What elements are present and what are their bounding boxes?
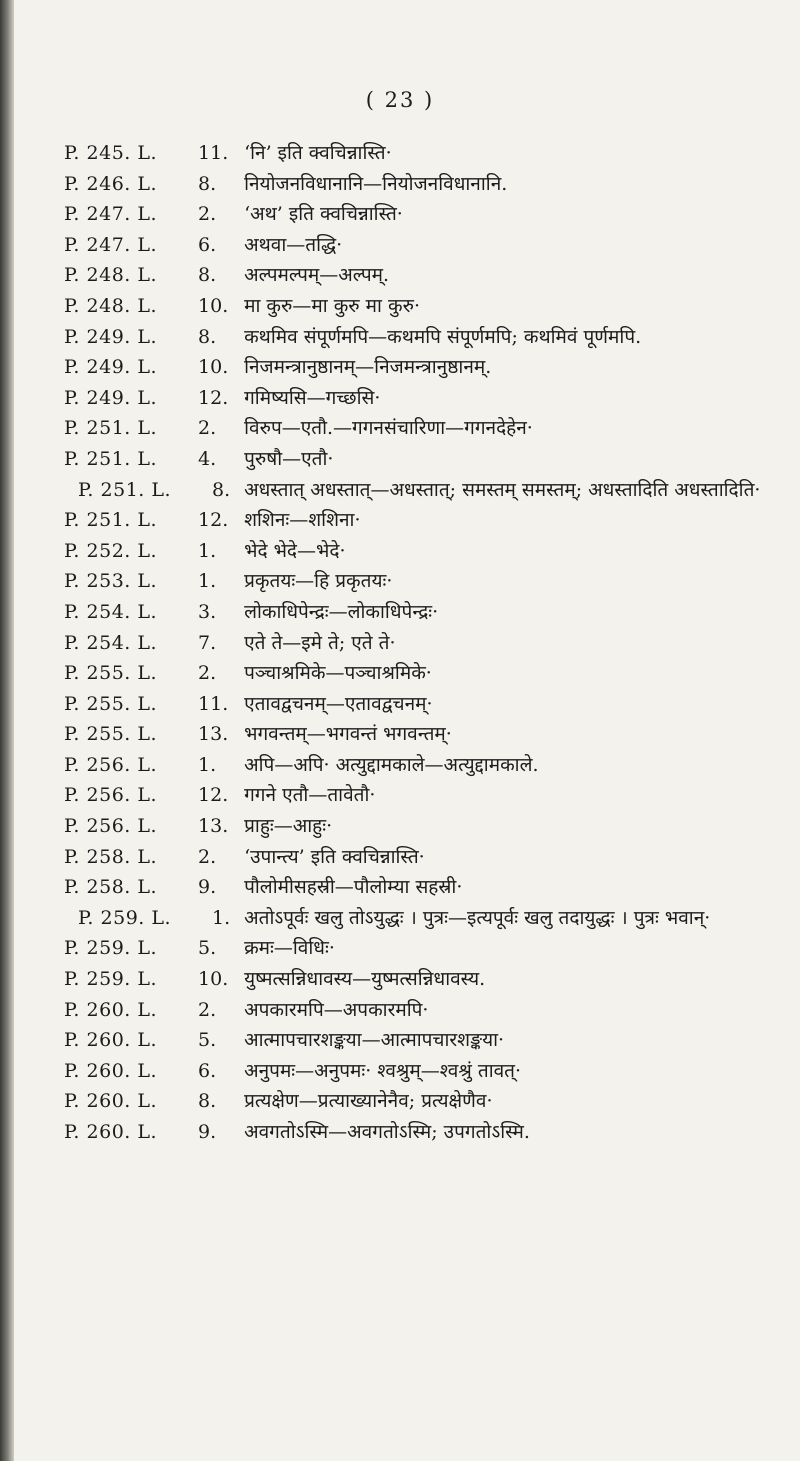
entry-page-line-ref: P. 256. L. [64,753,158,776]
entry-correction-text: ‘अथ’ इति क्वचिन्नास्ति· [244,203,403,226]
entry-line-number: 10. [198,294,229,317]
errata-entry [64,597,780,628]
entry-line-number: 7. [198,631,217,654]
entry-line-number: 5. [198,1029,217,1052]
entry-page-line-ref: P. 255. L. [64,723,158,746]
entry-page-line-ref: P. 260. L. [64,1029,158,1052]
errata-entry [64,260,780,291]
entry-page-line-ref: P. 251. L. [64,417,158,440]
entry-correction-text: अनुपमः—अनुपमः· श्वश्रुम्—श्वश्रुं तावत्· [244,1059,522,1082]
entry-correction-text: एतावद्वचनम्—एतावद्वचनम्· [244,692,433,715]
entry-correction-text: अतोऽपूर्वः खलु तोऽयुद्धः । पुत्रः—इत्यपूर्वः खलु तदायुद्धः । पुत्रः भवान्· [244,906,711,929]
errata-entry [64,628,780,659]
entry-line-number: 8. [198,172,217,195]
entry-line-number: 13. [198,815,229,838]
entry-correction-text: निजमन्त्रानुष्ठानम्—निजमन्त्रानुष्ठानम्. [244,356,492,379]
entry-page-line-ref: P. 245. L. [64,142,158,164]
entry-correction-text: ‘उपान्त्य’ इति क्वचिन्नास्ति· [244,845,425,868]
entry-correction-text: अधस्तात् अधस्तात्—अधस्तात्; समस्तम् समस्तम्; अधस्तादिति अधस्तादिति· [244,478,761,501]
entry-page-line-ref: P. 254. L. [64,631,158,654]
entry-correction-text: अल्पमल्पम्—अल्पम्. [244,264,390,287]
entry-page-line-ref: P. 259. L. [64,937,158,960]
errata-entry [64,842,780,873]
entry-page-line-ref: P. 247. L. [64,233,158,256]
errata-entry [64,169,780,200]
entry-line-number: 2. [198,203,217,226]
errata-entry [64,536,780,567]
entry-page-line-ref: P. 254. L. [64,600,158,623]
errata-entry [64,933,780,964]
errata-entry [64,383,780,414]
entry-line-number: 1. [198,570,217,593]
errata-entry [50,475,780,506]
errata-entry [64,230,780,261]
entry-line-number: 10. [198,968,229,991]
errata-entry [64,1086,780,1117]
entry-line-number: 8. [212,478,231,501]
entry-correction-text: पञ्चाश्रमिके—पञ्चाश्रमिके· [244,662,432,685]
errata-entry [64,995,780,1026]
errata-entry [64,658,780,689]
errata-entry [64,719,780,750]
entry-line-number: 2. [198,998,217,1021]
entry-line-number: 4. [198,447,217,470]
entry-line-number: 11. [198,142,229,164]
entry-correction-text: युष्मत्सन्निधावस्य—युष्मत्सन्निधावस्य. [244,968,486,991]
entry-line-number: 1. [198,539,217,562]
entry-line-number: 3. [198,600,217,623]
entry-correction-text: नियोजनविधानानि—नियोजनविधानानि. [244,172,508,195]
errata-entry [64,505,780,536]
entry-page-line-ref: P. 249. L. [64,356,158,379]
entry-correction-text: भेदे भेदे—भेदे· [244,539,346,562]
entry-correction-text: पौलोमीसहस्री—पौलोम्या सहस्री· [244,876,463,899]
entry-line-number: 5. [198,937,217,960]
errata-entry [64,322,780,353]
entry-correction-text: आत्मापचारशङ्कया—आत्मापचारशङ्कया· [244,1029,505,1052]
entry-line-number: 9. [198,1121,217,1143]
entry-correction-text: विरुप—एतौ.—गगनसंचारिणा—गगनदेहेन· [244,417,533,440]
entry-page-line-ref: P. 255. L. [64,662,158,685]
entry-correction-text: गमिष्यसि—गच्छसि· [244,386,381,409]
entry-correction-text: गगने एतौ—तावेतौ· [244,784,376,807]
entry-line-number: 12. [198,784,229,807]
entry-line-number: 11. [198,692,229,715]
entry-line-number: 1. [198,753,217,776]
entry-line-number: 13. [198,723,229,746]
errata-entry [64,444,780,475]
entry-line-number: 12. [198,386,229,409]
entry-page-line-ref: P. 256. L. [64,784,158,807]
errata-entry [64,1117,780,1148]
entry-page-line-ref: P. 259. L. [64,968,158,991]
entry-page-line-ref: P. 248. L. [64,294,158,317]
entry-page-line-ref: P. 253. L. [64,570,158,593]
entry-line-number: 1. [212,906,231,929]
entry-page-line-ref: P. 249. L. [64,386,158,409]
entry-line-number: 2. [198,417,217,440]
entry-correction-text: मा कुरु—मा कुरु मा कुरु· [244,294,421,317]
entry-line-number: 6. [198,233,217,256]
entry-correction-text: प्राहुः—आहुः· [244,815,333,838]
entry-page-line-ref: P. 259. L. [78,906,172,929]
entry-line-number: 8. [198,1090,217,1113]
entry-line-number: 8. [198,264,217,287]
entry-correction-text: अथवा—तद्धि· [244,233,343,256]
entry-line-number: 12. [198,509,229,532]
entry-page-line-ref: P. 251. L. [64,447,158,470]
entry-page-line-ref: P. 260. L. [64,1090,158,1113]
errata-entry [50,903,780,934]
book-binding-edge [0,0,14,1461]
entry-page-line-ref: P. 247. L. [64,203,158,226]
entry-line-number: 2. [198,662,217,685]
errata-entry [64,291,780,322]
entry-correction-text: क्रमः—विधिः· [244,937,335,960]
errata-entry [64,780,780,811]
errata-entry [64,138,780,169]
entry-page-line-ref: P. 260. L. [64,1059,158,1082]
entry-page-line-ref: P. 246. L. [64,172,158,195]
entry-page-line-ref: P. 260. L. [64,998,158,1021]
errata-entry [64,199,780,230]
errata-entry [64,1025,780,1056]
entry-page-line-ref: P. 248. L. [64,264,158,287]
entry-page-line-ref: P. 251. L. [64,509,158,532]
entry-page-line-ref: P. 252. L. [64,539,158,562]
entry-line-number: 6. [198,1059,217,1082]
entry-correction-text: अपकारमपि—अपकारमपि· [244,998,429,1021]
entry-page-line-ref: P. 260. L. [64,1121,158,1143]
errata-entry [64,872,780,903]
entry-correction-text: पुरुषौ—एतौ· [244,447,334,470]
errata-entry [64,964,780,995]
errata-entry [64,566,780,597]
entry-line-number: 2. [198,845,217,868]
entry-correction-text: कथमिव संपूर्णमपि—कथमपि संपूर्णमपि; कथमिवं पूर्णमपि. [244,325,642,348]
errata-entry [64,750,780,781]
entry-page-line-ref: P. 251. L. [78,478,172,501]
entry-line-number: 10. [198,356,229,379]
entry-correction-text: शशिनः—शशिना· [244,509,361,532]
entry-correction-text: लोकाधिपेन्द्रः—लोकाधिपेन्द्रः· [244,600,439,623]
page-number: ( 23 ) [365,88,435,112]
entry-correction-text: अवगतोऽस्मि—अवगतोऽस्मि; उपगतोऽस्मि. [244,1121,530,1143]
entry-correction-text: प्रत्यक्षेण—प्रत्याख्यानेनैव; प्रत्यक्षेणैव· [244,1090,493,1113]
entry-correction-text: एते ते—इमे ते; एते ते· [244,631,396,654]
entry-line-number: 9. [198,876,217,899]
entry-page-line-ref: P. 249. L. [64,325,158,348]
entry-page-line-ref: P. 255. L. [64,692,158,715]
entry-page-line-ref: P. 258. L. [64,876,158,899]
entry-line-number: 8. [198,325,217,348]
entry-correction-text: भगवन्तम्—भगवन्तं भगवन्तम्· [244,723,452,746]
errata-entry [64,1056,780,1087]
errata-entry [64,352,780,383]
errata-entry [64,413,780,444]
errata-entry [64,811,780,842]
errata-entry [64,689,780,720]
entry-correction-text: अपि—अपि· अत्युद्दामकाले—अत्युद्दामकाले. [244,753,539,776]
entry-page-line-ref: P. 256. L. [64,815,158,838]
entry-correction-text: प्रकृतयः—हि प्रकृतयः· [244,570,393,593]
entry-page-line-ref: P. 258. L. [64,845,158,868]
errata-list [64,138,780,1148]
entry-correction-text: ‘नि’ इति क्वचिन्नास्ति· [244,142,392,164]
